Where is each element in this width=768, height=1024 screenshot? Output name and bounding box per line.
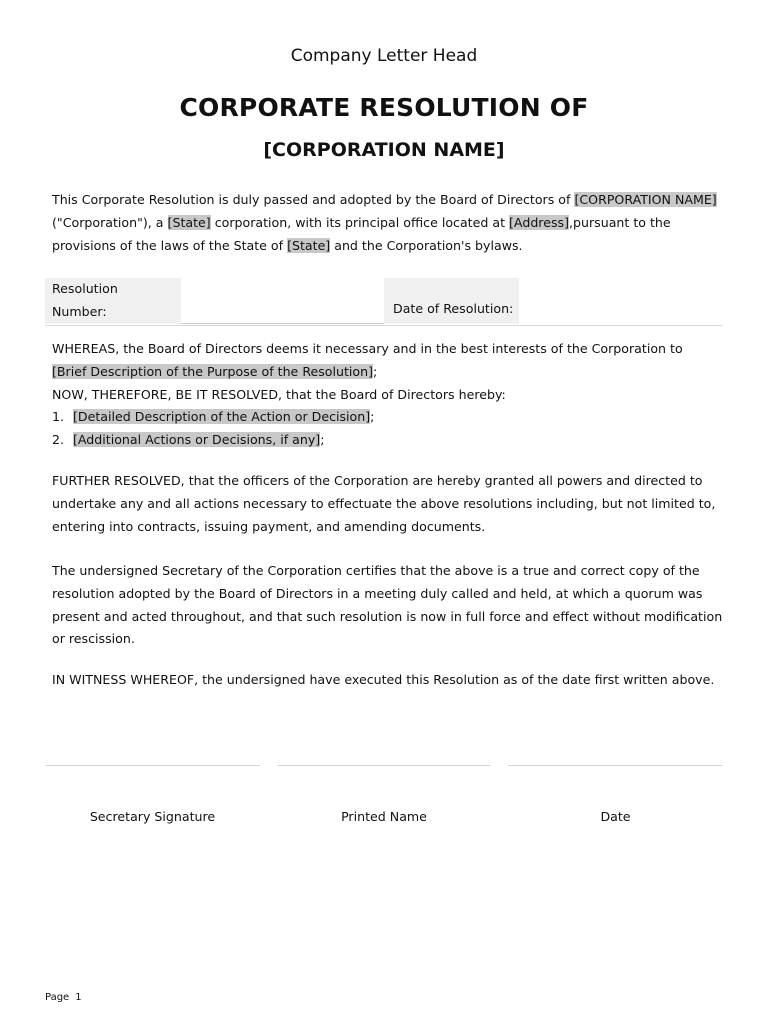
printed-name-label: Printed Name	[341, 809, 427, 824]
secretary-signature-line[interactable]	[45, 765, 260, 766]
date-signature-line[interactable]	[508, 765, 723, 766]
further-resolved-paragraph: FURTHER RESOLVED, that the officers of the Corporation are hereby granted all powers and directed to undertake any and all actions necessary to effectuate the above resolutions including, but not limited to, entering into contracts, issuing payment, and amending documents.	[52, 473, 716, 534]
purpose-end: ;	[373, 363, 378, 379]
list-item-end: ;	[370, 409, 375, 425]
state-placeholder-2: [State]	[287, 237, 331, 253]
list-item-number: 2.	[52, 432, 65, 448]
list-item-end: ;	[320, 432, 325, 448]
intro-text-3: corporation, with its principal office located at	[210, 214, 510, 230]
witness-paragraph: IN WITNESS WHEREOF, the undersigned have executed this Resolution as of the date first written above.	[52, 672, 715, 687]
corporation-name-heading: [CORPORATION NAME]	[263, 139, 505, 161]
secretary-signature-label: Secretary Signature	[89, 809, 216, 824]
printed-name-line[interactable]	[277, 765, 491, 766]
now-therefore-text: NOW, THEREFORE, BE IT RESOLVED, that the Board of Directors hereby:	[52, 386, 506, 402]
letterhead: Company Letter Head	[290, 46, 478, 66]
intro-text-2: ("Corporation"), a	[52, 214, 168, 230]
corporation-name-placeholder: [CORPORATION NAME]	[574, 192, 717, 207]
intro-text-1: This Corporate Resolution is duly passed and adopted by the Board of Directors of	[52, 192, 575, 207]
date-of-resolution-field[interactable]	[519, 278, 722, 324]
page-footer	[45, 992, 82, 1003]
resolution-number-label-line2: Number:	[52, 303, 107, 319]
resolution-fields-row	[45, 278, 722, 326]
secretary-certification-paragraph: The undersigned Secretary of the Corporation certifies that the above is a true and correct copy of the resolution adopted by the Board of Directors in a meeting duly called and held, at which a quorum was present and acted throughout, and that such resolution is now in full force and effect without modification or rescission.	[52, 563, 723, 647]
list-item	[52, 406, 724, 429]
date-label: Date	[600, 809, 631, 824]
whereas-text: WHEREAS, the Board of Directors deems it necessary and in the best interests of the Corporation to	[52, 341, 683, 356]
list-item-number: 1.	[52, 409, 65, 425]
intro-text-5: and the Corporation's bylaws.	[330, 237, 523, 253]
resolution-number-field[interactable]	[181, 278, 384, 324]
page-label: Page	[45, 992, 70, 1003]
resolution-number-label	[45, 278, 181, 324]
page-number: 1	[75, 992, 82, 1003]
state-placeholder: [State]	[167, 214, 211, 230]
purpose-line	[52, 361, 724, 384]
purpose-placeholder: [Brief Description of the Purpose of the Resolution]	[52, 363, 374, 379]
additional-actions-placeholder: [Additional Actions or Decisions, if any]	[73, 432, 321, 448]
address-placeholder: [Address]	[509, 214, 569, 230]
intro-paragraph	[52, 189, 724, 257]
intro-text-4: ,pursuant to the provisions of the laws of the State of	[52, 214, 671, 253]
whereas-section	[52, 338, 724, 452]
resolution-number-label-line1: Resolution	[52, 281, 118, 296]
document-title: CORPORATE RESOLUTION OF	[179, 93, 589, 122]
list-item	[52, 429, 724, 452]
action-placeholder: [Detailed Description of the Action or Decision]	[73, 409, 371, 425]
date-of-resolution-label: Date of Resolution:	[384, 278, 519, 324]
